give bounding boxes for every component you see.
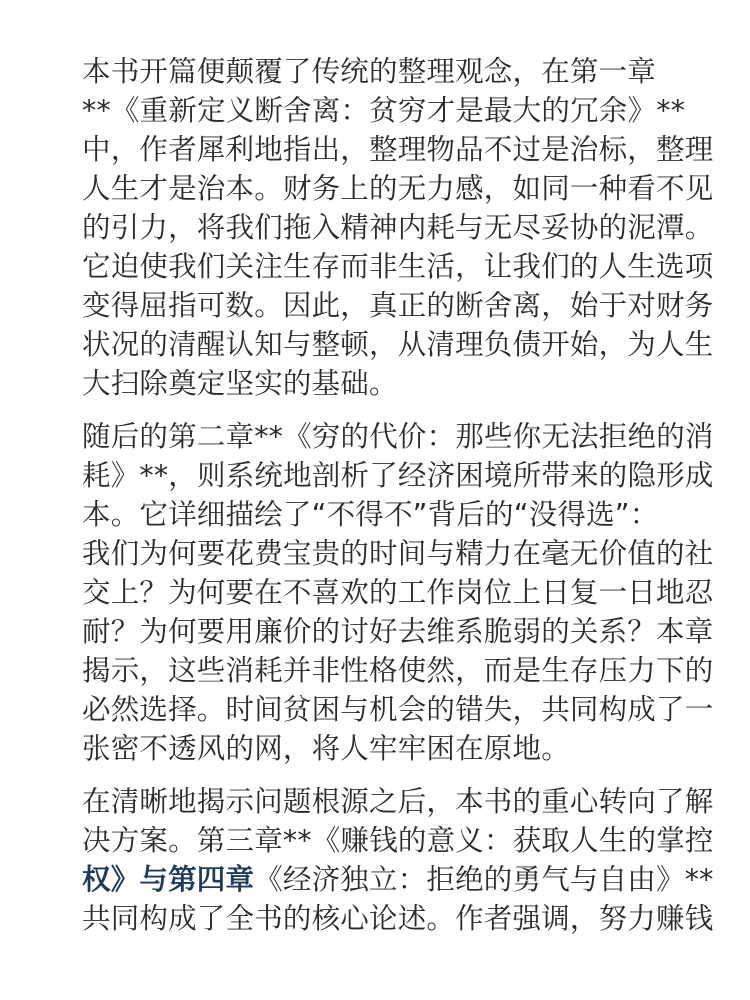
text-fragment: 《经济独立：拒绝的勇气与自由》**: [254, 863, 714, 896]
text-line: 随后的第二章**《穷的代价：那些你无法拒绝的消: [82, 420, 714, 453]
paragraph-1: [82, 52, 714, 403]
paragraph-2: [82, 417, 714, 768]
text-line: 揭示，这些消耗并非性格使然，而是生存压力下的: [82, 654, 714, 687]
text-line: 本。它详细描绘了“不得不”背后的“没得选”：: [82, 498, 659, 531]
text-line: 状况的清醒认知与整顿，从清理负债开始，为人生: [82, 328, 714, 361]
text-line: 它迫使我们关注生存而非生活，让我们的人生选项: [82, 250, 714, 283]
text-line: 人生才是治本。财务上的无力感，如同一种看不见: [82, 172, 714, 205]
text-line: 必然选择。时间贫困与机会的错失，共同构成了一: [82, 693, 714, 726]
text-line: 交上？为何要在不喜欢的工作岗位上日复一日地忍: [82, 576, 714, 609]
text-line: 我们为何要花费宝贵的时间与精力在毫无价值的社: [82, 537, 714, 570]
text-line: 的引力，将我们拖入精神内耗与无尽妥协的泥潭。: [82, 211, 714, 244]
text-line: 本书开篇便颠覆了传统的整理观念，在第一章: [82, 55, 657, 88]
text-line: 耗》**，则系统地剖析了经济困境所带来的隐形成: [82, 459, 714, 492]
article-body: [82, 52, 714, 952]
text-line-mixed: [82, 860, 714, 899]
bold-text: 权》与第四章: [82, 863, 255, 896]
text-line: 在清晰地揭示问题根源之后，本书的重心转向了解: [82, 785, 714, 818]
text-line: 共同构成了全书的核心论述。作者强调，努力赚钱: [82, 902, 714, 935]
text-line: 变得屈指可数。因此，真正的断舍离，始于对财务: [82, 289, 714, 322]
text-line: 张密不透风的网，将人牢牢困在原地。: [82, 732, 570, 765]
text-line: 大扫除奠定坚实的基础。: [82, 367, 398, 400]
text-line: 决方案。第三章**《赚钱的意义：获取人生的掌控: [82, 824, 714, 857]
text-line: **《重新定义断舍离：贫穷才是最大的冗余》**: [82, 94, 686, 127]
text-line: 中，作者犀利地指出，整理物品不过是治标，整理: [82, 133, 714, 166]
text-line: 耐？为何要用廉价的讨好去维系脆弱的关系？本章: [82, 615, 714, 648]
paragraph-3: [82, 782, 714, 938]
